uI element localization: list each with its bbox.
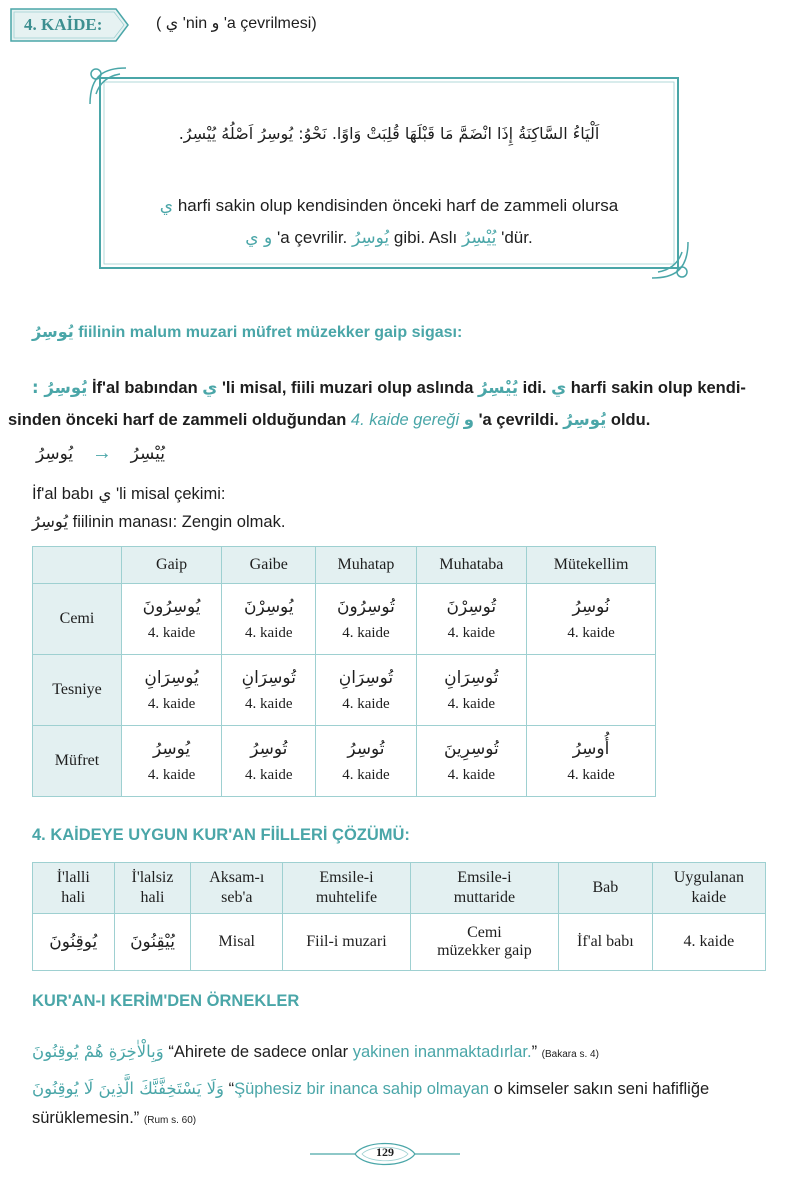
conj-cell: يُوسِرَانِ 4. kaide — [122, 655, 222, 726]
row-label: Cemi — [33, 584, 122, 655]
header-ilalli: İ'lalli hali — [33, 863, 115, 914]
conjugation-table — [32, 546, 656, 797]
conj-cell: تُوسِرَانِ 4. kaide — [222, 655, 316, 726]
kuran-verbs-table — [32, 862, 766, 971]
cell-muhtelife: Fiil-i muzari — [283, 914, 411, 971]
rule-translation-line2: و ي 'a çevrilir. يُوسِرُ gibi. Aslı يُيْسِرُ 'dür. — [245, 228, 533, 248]
transformation — [36, 438, 165, 470]
cekim-title: İf'al babı ي 'li misal çekimi: — [32, 484, 226, 503]
conj-cell: يُوسِرْنَ 4. kaide — [222, 584, 316, 655]
arrow-right-icon: → — [91, 442, 112, 464]
header-gaibe: Gaibe — [222, 547, 316, 584]
section-heading-kuran-fiilleri: 4. KAİDEYE UYGUN KUR'AN FİİLLERİ ÇÖZÜMÜ: — [32, 826, 410, 844]
page-number: 129 — [376, 1145, 394, 1159]
conj-cell: يُوسِرُ 4. kaide — [122, 726, 222, 797]
rule-arabic: اَلْيَاءُ السَّاكِنَةُ إِذَا انْضَمَّ مَا قَبْلَهَا قُلِبَتْ وَاوًا. نَحْوُ: يُوسِرُ اَصْلُهُ يُيْسِرُ. — [178, 124, 600, 143]
transform-to: يُوسِرُ — [36, 444, 74, 464]
section-heading-siga: يُوسِرُ fiilinin malum muzari müfret müzekker gaip sigası: — [32, 322, 463, 341]
conj-cell: أُوسِرُ 4. kaide — [527, 726, 656, 797]
cell-kaide: 4. kaide — [652, 914, 765, 971]
cell-aksam: Misal — [191, 914, 283, 971]
conj-row-tesniye — [33, 655, 656, 726]
explanation-paragraph: يُوسِرُ : İf'al babından ي 'li misal, fiili muzari olup aslında يُيْسِرُ idi. ي harfi sakin olup kendi- sinden önceki harf de zammeli olduğundan 4. kaide gereği و 'a çevrildi. يُوسِرُ oldu. — [8, 378, 746, 429]
page-number-ornament — [310, 1134, 460, 1174]
header-muhtelife: Emsile-i muhtelife — [283, 863, 411, 914]
example-1: وَبِالْاٰخِرَةِ هُمْ يُوقِنُونَ “Ahirete de sadece onlar yakinen inanmaktadırlar.” (Bakara s. 4) — [32, 1042, 599, 1061]
conj-cell: يُوسِرُونَ 4. kaide — [122, 584, 222, 655]
rule-subtitle: ( ي 'nin و 'a çevrilmesi) — [156, 13, 317, 32]
header-bab: Bab — [558, 863, 652, 914]
conj-cell: تُوسِرُ 4. kaide — [316, 726, 416, 797]
conj-row-cemi — [33, 584, 656, 655]
kuran-header-row — [33, 863, 766, 914]
conj-cell: تُوسِرُونَ 4. kaide — [316, 584, 416, 655]
row-label: Tesniye — [33, 655, 122, 726]
rule-translation-line1: ي harfi sakin olup kendisinden önceki harf de zammeli olursa — [159, 196, 619, 216]
header-muhataba: Muhataba — [416, 547, 527, 584]
kuran-data-row — [33, 914, 766, 971]
conj-cell: تُوسِرِينَ 4. kaide — [416, 726, 527, 797]
header-muhatap: Muhatap — [316, 547, 416, 584]
corner-cell — [33, 547, 122, 584]
section-heading-ornekler: KUR'AN-I KERİM'DEN ÖRNEKLER — [32, 992, 300, 1010]
conj-cell: تُوسِرَانِ 4. kaide — [316, 655, 416, 726]
header-ilalsiz: İ'lalsiz hali — [114, 863, 191, 914]
cell-muttaride: Cemi müzekker gaip — [410, 914, 558, 971]
row-label: Müfret — [33, 726, 122, 797]
conj-cell: تُوسِرُ 4. kaide — [222, 726, 316, 797]
tag-label: 4. KAİDE: — [24, 15, 103, 34]
conj-row-mufret — [33, 726, 656, 797]
ornamental-frame — [86, 64, 692, 282]
header-muttaride: Emsile-i muttaride — [410, 863, 558, 914]
verb-meaning: يُوسِرُ fiilinin manası: Zengin olmak. — [32, 512, 286, 531]
transform-from: يُيْسِرُ — [130, 444, 166, 464]
conj-cell-empty — [527, 655, 656, 726]
example-2: وَلَا يَسْتَخِفَّنَّكَ الَّذِينَ لَا يُوقِنُونَ “Şüphesiz bir inanca sahip olmayan o kimseler sakın seni hafifliğe sürüklemesin.” (Rum s. 60) — [32, 1079, 710, 1127]
rule-number-tag — [10, 8, 130, 42]
cell-bab: İf'al babı — [558, 914, 652, 971]
cell-ilalsiz: يُيْقِنُونَ — [114, 914, 191, 971]
rule-box — [86, 64, 692, 282]
conj-cell: تُوسِرَانِ 4. kaide — [416, 655, 527, 726]
header-gaip: Gaip — [122, 547, 222, 584]
conj-cell: نُوسِرُ 4. kaide — [527, 584, 656, 655]
header-mutekellim: Mütekellim — [527, 547, 656, 584]
conj-header-row — [33, 547, 656, 584]
cell-ilalli: يُوقِنُونَ — [33, 914, 115, 971]
header-kaide: Uygulanan kaide — [652, 863, 765, 914]
conj-cell: تُوسِرْنَ 4. kaide — [416, 584, 527, 655]
header-aksam: Aksam-ı seb'a — [191, 863, 283, 914]
